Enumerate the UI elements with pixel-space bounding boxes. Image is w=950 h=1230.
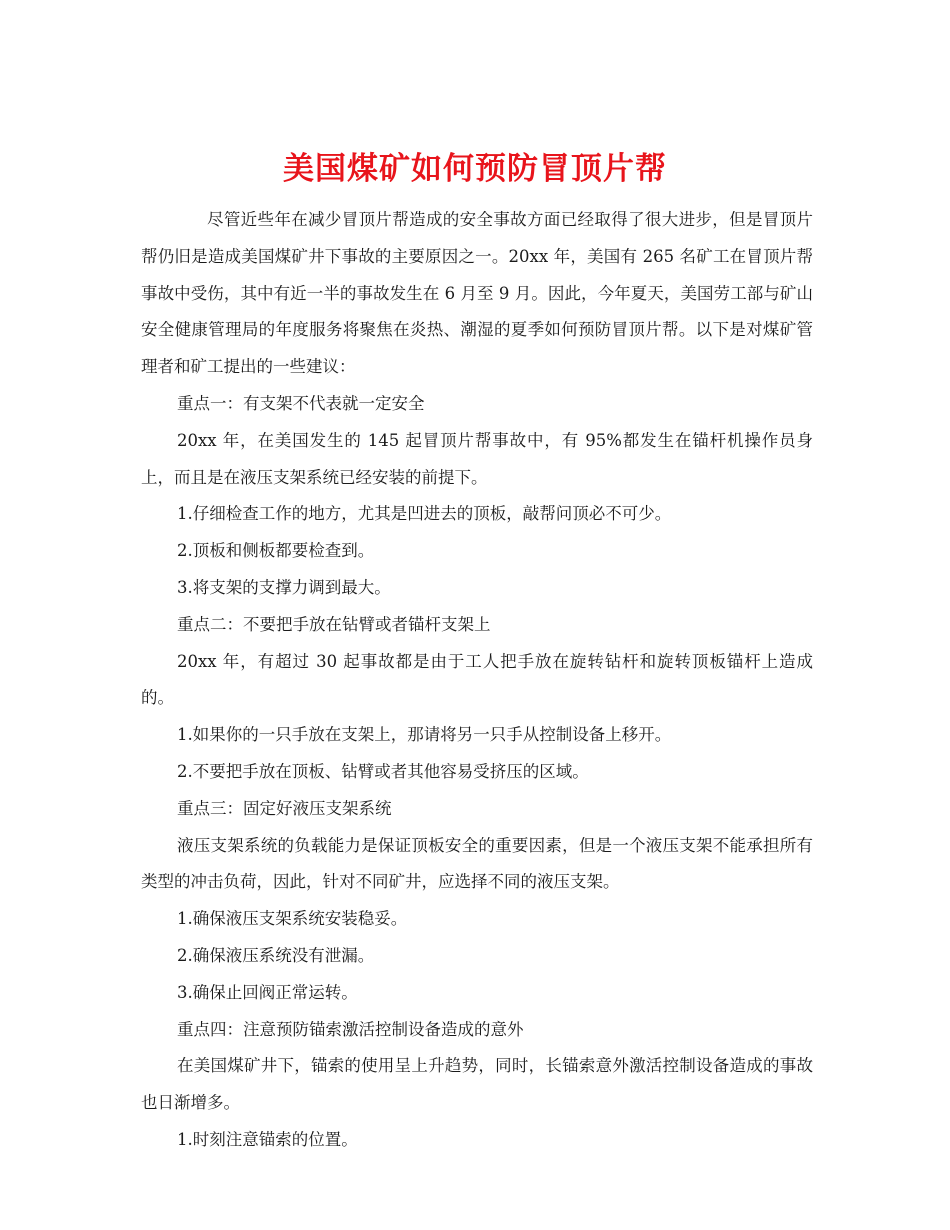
intro-paragraph: 尽管近些年在减少冒顶片帮造成的安全事故方面已经取得了很大进步，但是冒顶片帮仍旧是造成美国煤矿井下事故的主要原因之一。20xx 年，美国有 265 名矿工在冒顶片帮事故中受伤，其中有近一半的事故发生在 6 月至 9 月。因此，今年夏天，美国劳工部与矿山安全健康管理局的年度服务将聚焦在炎热、潮湿的夏季如何预防冒顶片帮。以下是对煤矿管理者和矿工提出的一些建议： — [141, 210, 813, 377]
section-2-item-1: 1.如果你的一只手放在支架上，那请将另一只手从控制设备上移开。 — [177, 725, 672, 745]
section-3-item-1: 1.确保液压支架系统安装稳妥。 — [177, 909, 408, 929]
section-1-item-1: 1.仔细检查工作的地方，尤其是凹进去的顶板，敲帮问顶必不可少。 — [177, 504, 672, 524]
section-heading-4: 重点四：注意预防锚索激活控制设备造成的意外 — [177, 1019, 524, 1039]
section-4-paragraph: 在美国煤矿井下，锚索的使用呈上升趋势，同时，长锚索意外激活控制设备造成的事故也日渐增多。 — [141, 1056, 813, 1113]
section-4-item-1: 1.时刻注意锚索的位置。 — [177, 1129, 358, 1149]
section-1-item-3: 3.将支架的支撑力调到最大。 — [177, 577, 391, 597]
section-heading-3: 重点三：固定好液压支架系统 — [177, 798, 392, 818]
document-title: 美国煤矿如何预防冒顶片帮 — [283, 150, 667, 187]
section-3-paragraph: 液压支架系统的负载能力是保证顶板安全的重要因素，但是一个液压支架不能承担所有类型的冲击负荷，因此，针对不同矿井，应选择不同的液压支架。 — [141, 835, 813, 892]
section-1-item-2: 2.顶板和侧板都要检查到。 — [177, 541, 375, 561]
section-1-paragraph: 20xx 年，在美国发生的 145 起冒顶片帮事故中，有 95%都发生在锚杆机操作员身上，而且是在液压支架系统已经安装的前提下。 — [141, 430, 813, 487]
section-heading-1: 重点一：有支架不代表就一定安全 — [177, 393, 425, 413]
section-2-paragraph: 20xx 年，有超过 30 起事故都是由于工人把手放在旋转钻杆和旋转顶板锚杆上造成的。 — [141, 651, 813, 708]
section-3-item-2: 2.确保液压系统没有泄漏。 — [177, 945, 375, 965]
document-body — [141, 202, 813, 1159]
section-heading-2: 重点二：不要把手放在钻臂或者锚杆支架上 — [177, 614, 491, 634]
section-3-item-3: 3.确保止回阀正常运转。 — [177, 982, 358, 1002]
section-2-item-2: 2.不要把手放在顶板、钻臂或者其他容易受挤压的区域。 — [177, 761, 589, 781]
